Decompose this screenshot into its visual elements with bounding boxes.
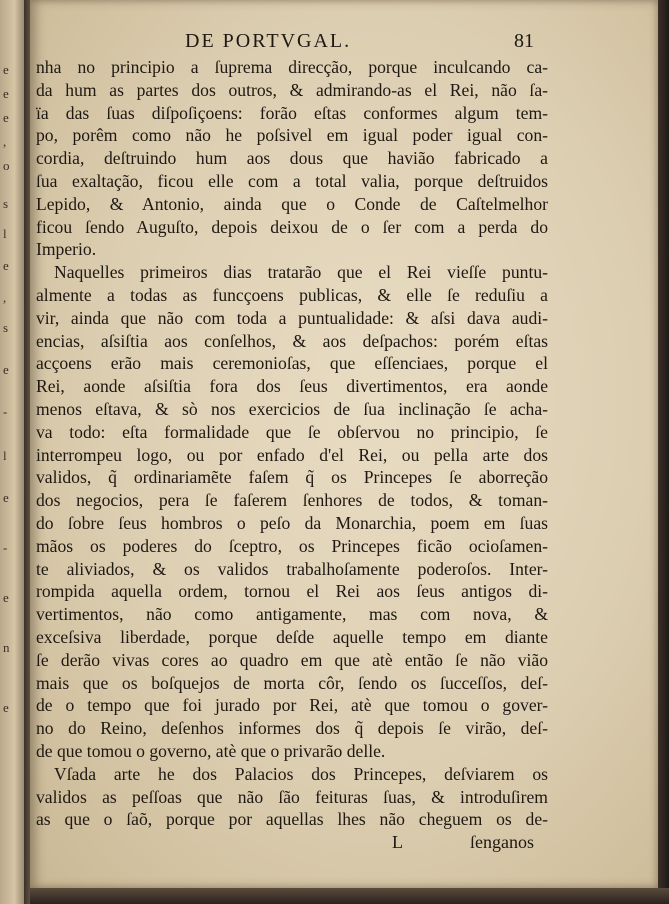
text-line: ſe derão vivas cores ao quadro em que atè então ſe não vião [36, 649, 548, 670]
prev-page-fragment: e [3, 700, 9, 715]
prev-page-fragment: e [3, 62, 9, 77]
prev-page-fragment: e [3, 362, 9, 377]
prev-page-fragment: s [3, 196, 9, 211]
running-title: DE PORTVGAL. [185, 30, 352, 52]
previous-page-edge [0, 0, 26, 904]
prev-page-fragment: e [3, 86, 9, 101]
text-line: exceſsiva liberdade, porque deſde aquelle tempo em diante [36, 626, 548, 647]
text-line: va todo: eſta formalidade que ſe obſervou no principio, ſe [36, 421, 548, 442]
text-line: nha no principio a ſuprema direcção, porque inculcando ca- [36, 57, 548, 77]
running-head [30, 30, 658, 54]
text-line: almente a todas as funcçoens publicas, & elle ſe reduſiu a [36, 284, 548, 305]
text-line: do ſobre ſeus hombros o peſo da Monarchia, poem em ſuas [36, 512, 548, 533]
text-line: po, porêm como não he poſsivel em igual poder igual con- [36, 125, 548, 146]
text-line: interrompeu logo, ou por enfado d'el Rei, ou pella arte dos [36, 444, 548, 465]
text-line: encias, aſsiſtia aos conſelhos, & aos deſpachos: porém eſtas [36, 330, 548, 351]
text-line: validos as peſſoas que não ſão feituras ſuas, & introduſirem [36, 786, 548, 807]
prev-page-fragment: o [3, 158, 10, 173]
book-page [30, 0, 658, 888]
text-line: acçoens erão mais ceremonioſas, que eſſenciaes, porque el [36, 353, 548, 374]
text-line: as que o ſaõ, porque por aquellas lhes não cheguem os de- [36, 809, 548, 830]
page-number: 81 [514, 30, 534, 52]
text-line: te aliviados, & os validos trabalhoſamente poderoſos. Inter- [36, 558, 548, 579]
text-line: no do Reino, deſenhos informes dos q̃ depois ſe virão, deſ- [36, 718, 548, 739]
prev-page-fragment: , [3, 134, 7, 149]
text-line: Imperio. [36, 239, 97, 260]
text-line: mais que os boſquejos de morta côr, ſendo os ſucceſſos, deſ- [36, 672, 548, 693]
catchword: ſenganos [470, 832, 534, 852]
text-line: de o tempo que foi jurado por Rei, atè que tomou o gover- [36, 695, 548, 716]
text-line: ſua exaltação, ficou elle com a total valia, porque deſtruidos [36, 170, 548, 191]
text-line: validos, q̃ ordinariamẽte faſem q̃ os Princepes ſe aborreção [36, 467, 548, 488]
text-line: ïa das ſuas diſpoſiçoens: forão eſtas conformes algum tem- [36, 102, 548, 123]
prev-page-fragment: e [3, 258, 9, 273]
text-line: Lepido, & Antonio, ainda que o Conde de Caſtelmelhor [36, 193, 548, 214]
prev-page-fragment: e [3, 590, 9, 605]
prev-page-fragment: - [3, 540, 8, 555]
text-line: Vſada arte he dos Palacios dos Princepes, deſviarem os [54, 763, 548, 784]
page-edge-right [658, 0, 669, 904]
prev-page-fragment: e [3, 110, 9, 125]
page-footer [30, 832, 658, 856]
text-line: rompida aquella ordem, tornou el Rei aos ſeus antigos di- [36, 581, 548, 602]
text-line: vir, ainda que não com toda a puntualidade: & aſsi dava audi- [36, 307, 548, 328]
text-line: Naquelles primeiros dias tratarão que el Rei vieſſe puntu- [54, 262, 548, 283]
body-text [36, 56, 548, 831]
text-line: Rei, aonde aſsiſtia fora dos ſeus divertimentos, era aonde [36, 376, 548, 397]
text-line: cordia, deſtruindo hum aos dous que havião fabricado a [36, 148, 548, 169]
text-line: dos negocios, pera ſe faſerem ſenhores de todos, & toman- [36, 490, 548, 511]
prev-page-fragment: - [3, 404, 8, 419]
text-line: de que tomou o governo, atè que o privarão delle. [36, 740, 386, 761]
text-line: da hum as partes dos outros, & admirando-as el Rei, não ſa- [36, 79, 548, 100]
prev-page-fragment: n [3, 640, 10, 655]
prev-page-fragment: e [3, 490, 9, 505]
text-line: menos eſtava, & sò nos exercicios de ſua inclinação ſe acha- [36, 398, 548, 419]
prev-page-fragment: l [3, 226, 7, 241]
prev-page-fragment: l [3, 448, 7, 463]
signature-mark: L [392, 832, 403, 852]
text-line: vertimentos, não como antigamente, mas com nova, & [36, 604, 548, 625]
text-line: mãos os poderes do ſceptro, os Princepes ficão ocioſamen- [36, 535, 548, 556]
prev-page-fragment: , [3, 290, 7, 305]
prev-page-fragment: s [3, 320, 9, 335]
text-line: ficou ſendo Auguſto, depois deixou de o ſer com a perda do [36, 216, 548, 237]
page-edge-bottom [30, 888, 669, 904]
